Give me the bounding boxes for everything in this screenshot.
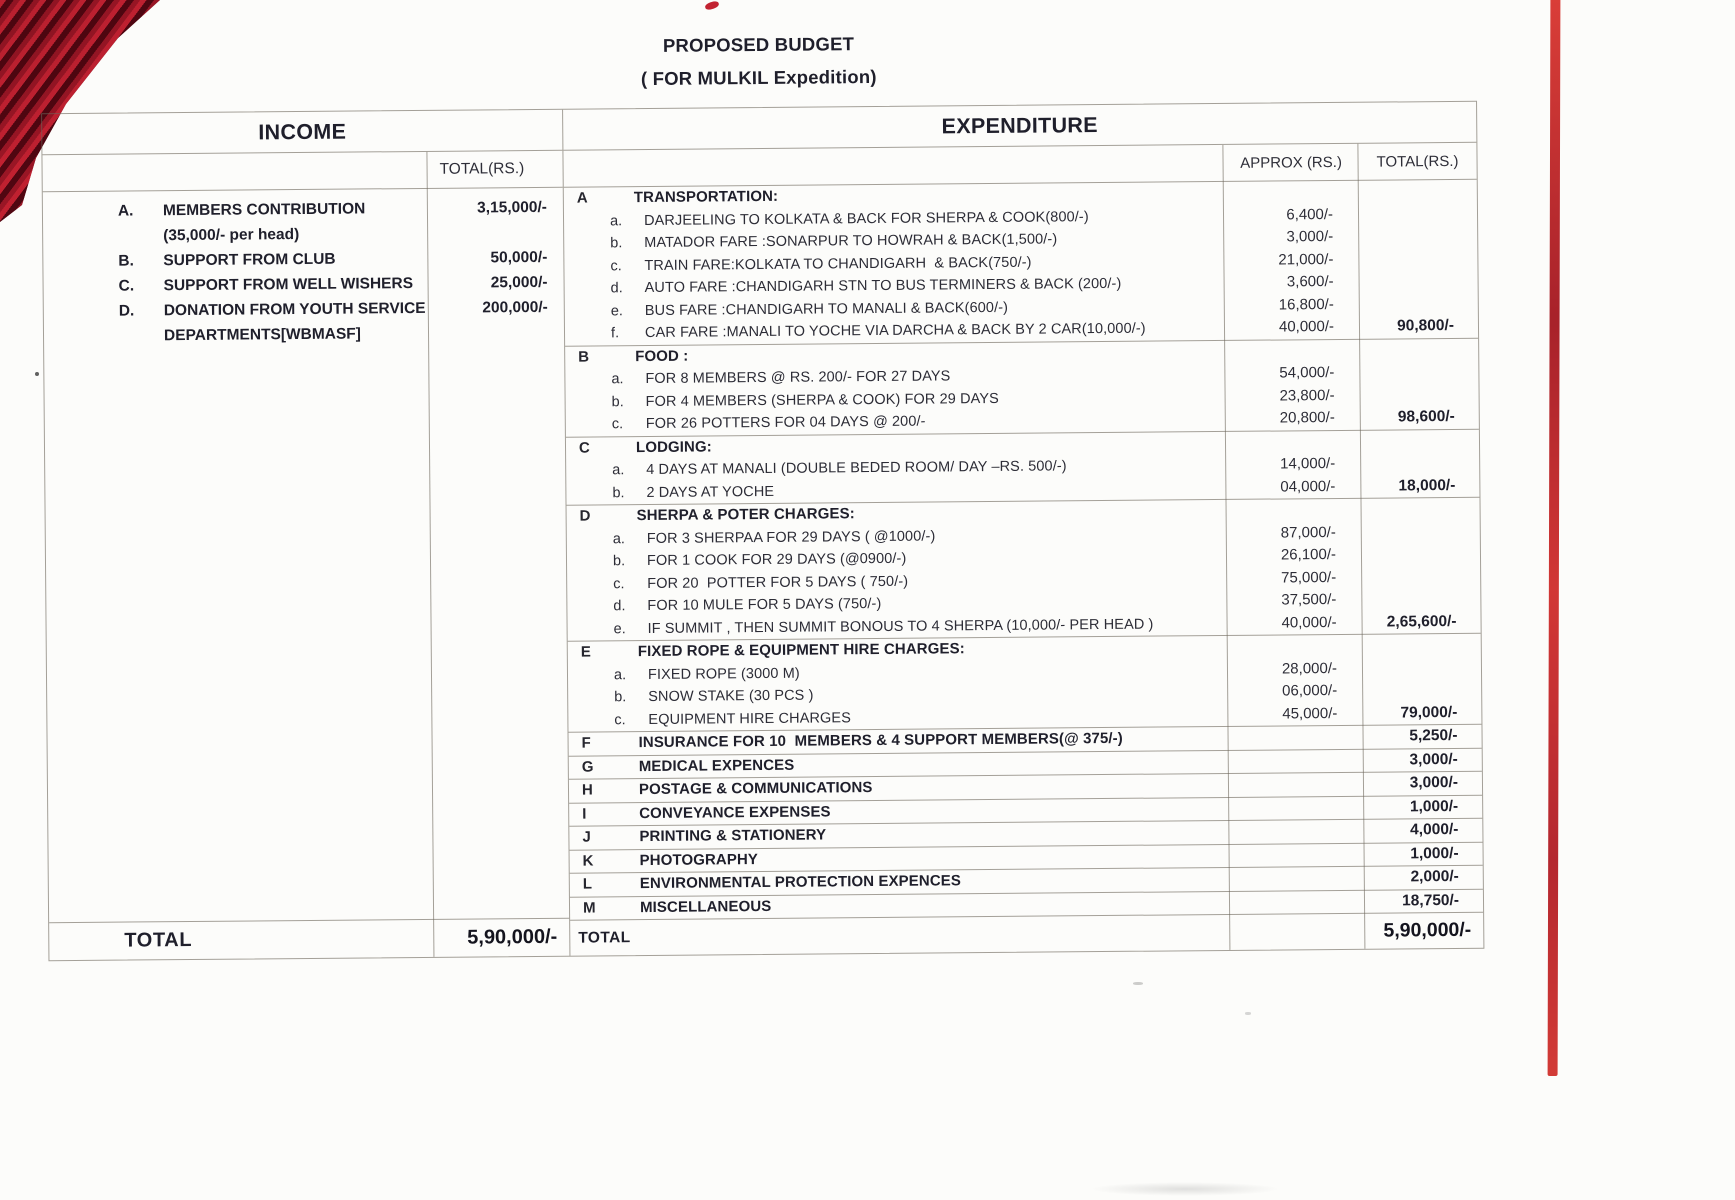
section-total: 1,000/- bbox=[1410, 844, 1459, 862]
scan-smudge bbox=[1090, 1182, 1280, 1196]
income-total-amount: 5,90,000/- bbox=[467, 925, 558, 949]
item-letter: c. bbox=[614, 711, 626, 728]
section-approx-cell bbox=[1226, 430, 1361, 454]
section-letter: J bbox=[582, 828, 591, 846]
item-text: FOR 20 POTTER FOR 5 DAYS ( 750/-) bbox=[647, 573, 909, 592]
expenditure-total-amount: 5,90,000/- bbox=[1383, 918, 1472, 942]
item-text: TRAIN FARE:KOLKATA TO CHANDIGARH & BACK(750/-) bbox=[644, 254, 1032, 274]
section-title: FOOD : bbox=[635, 347, 689, 365]
income-header: INCOME bbox=[42, 110, 562, 156]
section-total bbox=[1363, 679, 1481, 703]
item-approx-amount: 21,000/- bbox=[1278, 250, 1334, 268]
income-item-amount: 25,000/- bbox=[490, 273, 548, 292]
item-text: MATADOR FARE :SONARPUR TO HOWRAH & BACK(1,500/-) bbox=[644, 231, 1058, 252]
income-item bbox=[43, 195, 563, 250]
expenditure-total-label: TOTAL bbox=[578, 928, 631, 947]
item-letter: e. bbox=[610, 302, 623, 319]
section-total bbox=[1360, 361, 1478, 385]
item-text: 2 DAYS AT YOCHE bbox=[646, 483, 775, 501]
section-total: 79,000/- bbox=[1400, 703, 1458, 721]
section-letter: D bbox=[579, 507, 591, 525]
item-letter: c. bbox=[613, 575, 625, 592]
item-approx-amount: 14,000/- bbox=[1280, 454, 1336, 473]
budget-sheet bbox=[40, 22, 1484, 961]
income-item-text: SUPPORT FROM WELL WISHERS bbox=[163, 275, 414, 295]
item-approx-amount: 75,000/- bbox=[1281, 568, 1337, 586]
expenditure-section bbox=[567, 497, 1481, 641]
section-total bbox=[1362, 543, 1480, 567]
expenditure-body bbox=[563, 143, 1483, 956]
income-item bbox=[44, 295, 564, 350]
income-item-text: SUPPORT FROM CLUB bbox=[163, 250, 336, 270]
income-item-label: C. bbox=[118, 277, 135, 295]
income-total-row bbox=[49, 918, 569, 961]
section-approx-cell bbox=[1229, 749, 1364, 773]
title-line-2: ( FOR MULKIL Expedition) bbox=[640, 65, 877, 90]
item-letter: f. bbox=[610, 325, 620, 342]
item-text: DARJEELING TO KOLKATA & BACK FOR SHERPA & COOK(800/-) bbox=[643, 208, 1089, 229]
section-title: MISCELLANEOUS bbox=[639, 897, 772, 916]
item-letter: b. bbox=[611, 393, 624, 410]
item-letter: c. bbox=[610, 257, 622, 274]
expenditure-total-row bbox=[570, 912, 1483, 956]
section-total bbox=[1360, 270, 1478, 294]
item-letter: b. bbox=[612, 484, 625, 501]
section-total bbox=[1362, 565, 1480, 589]
item-letter: d. bbox=[613, 598, 626, 615]
document-title bbox=[40, 22, 1477, 101]
section-total bbox=[1360, 383, 1478, 407]
section-total: 18,750/- bbox=[1402, 891, 1460, 909]
income-item-amount: 50,000/- bbox=[490, 248, 548, 267]
item-letter: d. bbox=[610, 280, 623, 297]
section-total: 2,65,600/- bbox=[1386, 612, 1457, 631]
expenditure-total-approx-empty bbox=[1230, 931, 1365, 932]
section-title: TRANSPORTATION: bbox=[633, 187, 779, 207]
section-letter: M bbox=[582, 898, 596, 917]
section-total bbox=[1362, 520, 1480, 544]
item-approx-amount: 26,100/- bbox=[1280, 545, 1337, 564]
item-text: FOR 8 MEMBERS @ RS. 200/- FOR 27 DAYS bbox=[645, 368, 951, 388]
section-total bbox=[1360, 292, 1478, 316]
item-approx-amount: 28,000/- bbox=[1281, 659, 1338, 677]
item-letter: a. bbox=[612, 462, 625, 479]
item-text: FOR 26 POTTERS FOR 04 DAYS @ 200/- bbox=[645, 413, 926, 433]
income-item-label: B. bbox=[118, 252, 134, 270]
expenditure-section bbox=[564, 180, 1478, 345]
section-title: FIXED ROPE & EQUIPMENT HIRE CHARGES: bbox=[637, 640, 965, 661]
income-subheader bbox=[42, 151, 562, 193]
expenditure-header: EXPENDITURE bbox=[563, 102, 1476, 151]
income-item-text: DONATION FROM YOUTH SERVICE DEPARTMENTS[WBMASF] bbox=[163, 299, 426, 345]
income-body bbox=[42, 151, 569, 961]
item-text: AUTO FARE :CHANDIGARH STN TO BUS TERMINERS & BACK (200/-) bbox=[644, 275, 1122, 297]
income-empty-space bbox=[44, 345, 569, 923]
section-letter: K bbox=[582, 851, 594, 870]
income-items bbox=[43, 188, 564, 350]
income-desc-column-header bbox=[43, 170, 428, 173]
budget-table bbox=[41, 101, 1484, 961]
income-amount-column-header: TOTAL(RS.) bbox=[439, 160, 525, 178]
expenditure-desc-column-header bbox=[564, 163, 1224, 169]
section-total: 98,600/- bbox=[1397, 407, 1455, 426]
section-total bbox=[1361, 429, 1479, 453]
item-letter: a. bbox=[612, 530, 625, 547]
item-letter: e. bbox=[613, 620, 626, 637]
section-approx-cell bbox=[1229, 820, 1364, 844]
section-letter: I bbox=[582, 805, 587, 823]
section-total: 3,000/- bbox=[1409, 750, 1458, 768]
item-letter: a. bbox=[611, 371, 624, 388]
section-title: INSURANCE FOR 10 MEMBERS & 4 SUPPORT MEMBERS(@ 375/-) bbox=[638, 729, 1123, 752]
red-scan-speck bbox=[704, 0, 719, 11]
expenditure-sections bbox=[564, 180, 1483, 920]
item-approx-amount: 3,600/- bbox=[1286, 273, 1334, 291]
section-total bbox=[1359, 225, 1477, 249]
item-letter: b. bbox=[610, 235, 623, 252]
section-total bbox=[1361, 452, 1479, 476]
item-approx-amount: 45,000/- bbox=[1282, 704, 1338, 722]
section-total: 90,800/- bbox=[1397, 316, 1455, 335]
scan-artifact-mark bbox=[1245, 1012, 1251, 1015]
item-text: FOR 10 MULE FOR 5 DAYS (750/-) bbox=[647, 595, 882, 615]
item-approx-amount: 20,800/- bbox=[1279, 409, 1335, 427]
item-approx-amount: 06,000/- bbox=[1282, 681, 1338, 700]
section-title: MEDICAL EXPENCES bbox=[638, 756, 795, 775]
section-approx-cell bbox=[1229, 796, 1364, 820]
section-total bbox=[1362, 588, 1480, 612]
item-approx-amount: 16,800/- bbox=[1278, 295, 1334, 313]
scan-artifact-mark bbox=[1133, 982, 1143, 985]
item-letter: a. bbox=[613, 666, 627, 683]
expenditure-section bbox=[565, 337, 1479, 436]
income-item-label: A. bbox=[117, 202, 134, 220]
section-letter: A bbox=[576, 189, 588, 207]
section-title: POSTAGE & COMMUNICATIONS bbox=[638, 779, 873, 799]
item-approx-amount: 54,000/- bbox=[1279, 364, 1335, 382]
total-column-header: TOTAL(RS.) bbox=[1376, 152, 1459, 171]
scan-artifact-dot bbox=[35, 372, 39, 376]
section-approx-cell bbox=[1225, 339, 1360, 363]
item-letter: a. bbox=[609, 212, 623, 229]
section-letter: H bbox=[581, 781, 593, 799]
section-letter: E bbox=[580, 643, 591, 661]
section-total: 5,250/- bbox=[1409, 726, 1458, 745]
item-text: IF SUMMIT , THEN SUMMIT BONOUS TO 4 SHERPA (10,000/- PER HEAD ) bbox=[647, 616, 1154, 637]
expenditure-panel bbox=[562, 102, 1483, 956]
section-letter: F bbox=[581, 734, 591, 752]
item-letter: c. bbox=[611, 416, 624, 433]
section-approx-cell bbox=[1229, 773, 1364, 797]
item-approx-amount: 6,400/- bbox=[1286, 205, 1334, 223]
section-letter: B bbox=[578, 348, 590, 366]
section-total: 4,000/- bbox=[1410, 820, 1459, 839]
section-total bbox=[1359, 180, 1477, 204]
income-item-amount: 3,15,000/- bbox=[477, 198, 547, 217]
section-approx-cell bbox=[1228, 726, 1363, 750]
section-total bbox=[1363, 656, 1481, 680]
expenditure-section bbox=[566, 428, 1480, 504]
section-approx-cell bbox=[1226, 499, 1361, 523]
item-approx-amount: 40,000/- bbox=[1281, 613, 1337, 631]
item-text: SNOW STAKE (30 PCS ) bbox=[648, 687, 814, 706]
expenditure-section bbox=[568, 633, 1482, 732]
section-total bbox=[1359, 247, 1477, 271]
income-panel bbox=[42, 110, 569, 961]
section-letter: L bbox=[582, 875, 593, 893]
item-approx-amount: 23,800/- bbox=[1279, 386, 1335, 404]
section-total: 1,000/- bbox=[1409, 797, 1459, 815]
section-title: PRINTING & STATIONERY bbox=[639, 826, 827, 846]
income-item-text: MEMBERS CONTRIBUTION (35,000/- per head) bbox=[162, 200, 366, 245]
section-total: 18,000/- bbox=[1398, 476, 1456, 494]
section-approx-cell bbox=[1224, 181, 1359, 205]
section-letter: G bbox=[581, 757, 594, 776]
item-letter: b. bbox=[612, 553, 626, 570]
section-approx-cell bbox=[1228, 635, 1363, 659]
section-total bbox=[1359, 202, 1477, 226]
item-text: CAR FARE :MANALI TO YOCHE VIA DARCHA & BACK BY 2 CAR(10,000/-) bbox=[644, 320, 1146, 342]
income-item-amount: 200,000/- bbox=[482, 298, 548, 317]
section-total bbox=[1361, 498, 1479, 522]
item-approx-amount: 87,000/- bbox=[1280, 523, 1336, 541]
section-title: ENVIRONMENTAL PROTECTION EXPENCES bbox=[639, 872, 962, 893]
section-total: 2,000/- bbox=[1410, 867, 1459, 886]
section-total bbox=[1360, 338, 1478, 362]
section-letter: C bbox=[578, 439, 590, 457]
section-approx-cell bbox=[1230, 867, 1365, 891]
section-title: LODGING: bbox=[635, 437, 712, 456]
section-total: 3,000/- bbox=[1409, 773, 1459, 792]
section-approx-cell bbox=[1230, 843, 1365, 867]
section-title: PHOTOGRAPHY bbox=[639, 850, 759, 869]
item-text: FOR 3 SHERPAA FOR 29 DAYS ( @1000/-) bbox=[646, 527, 936, 547]
item-text: 4 DAYS AT MANALI (DOUBLE BEDED ROOM/ DAY –RS. 500/-) bbox=[646, 458, 1067, 479]
section-title: CONVEYANCE EXPENSES bbox=[639, 802, 831, 822]
item-approx-amount: 37,500/- bbox=[1281, 590, 1337, 609]
income-item-label: D. bbox=[118, 302, 135, 320]
section-title: SHERPA & POTER CHARGES: bbox=[636, 505, 855, 525]
title-line-1: PROPOSED BUDGET bbox=[662, 33, 855, 56]
item-letter: b. bbox=[614, 689, 627, 706]
section-approx-cell bbox=[1230, 890, 1365, 914]
item-text: FIXED ROPE (3000 M) bbox=[647, 665, 800, 683]
item-approx-amount: 04,000/- bbox=[1280, 477, 1336, 495]
red-edge-strip bbox=[1548, 0, 1561, 1076]
section-total bbox=[1363, 634, 1481, 658]
item-text: EQUIPMENT HIRE CHARGES bbox=[648, 709, 851, 728]
item-approx-amount: 3,000/- bbox=[1286, 228, 1334, 246]
approx-column-header: APPROX (RS.) bbox=[1240, 153, 1342, 172]
item-text: FOR 1 COOK FOR 29 DAYS (@0900/-) bbox=[646, 550, 907, 570]
item-text: FOR 4 MEMBERS (SHERPA & COOK) FOR 29 DAYS bbox=[645, 390, 999, 410]
income-total-label: TOTAL bbox=[124, 928, 193, 952]
item-text: BUS FARE :CHANDIGARH TO MANALI & BACK(600/-) bbox=[644, 299, 1009, 319]
item-approx-amount: 40,000/- bbox=[1278, 318, 1335, 336]
